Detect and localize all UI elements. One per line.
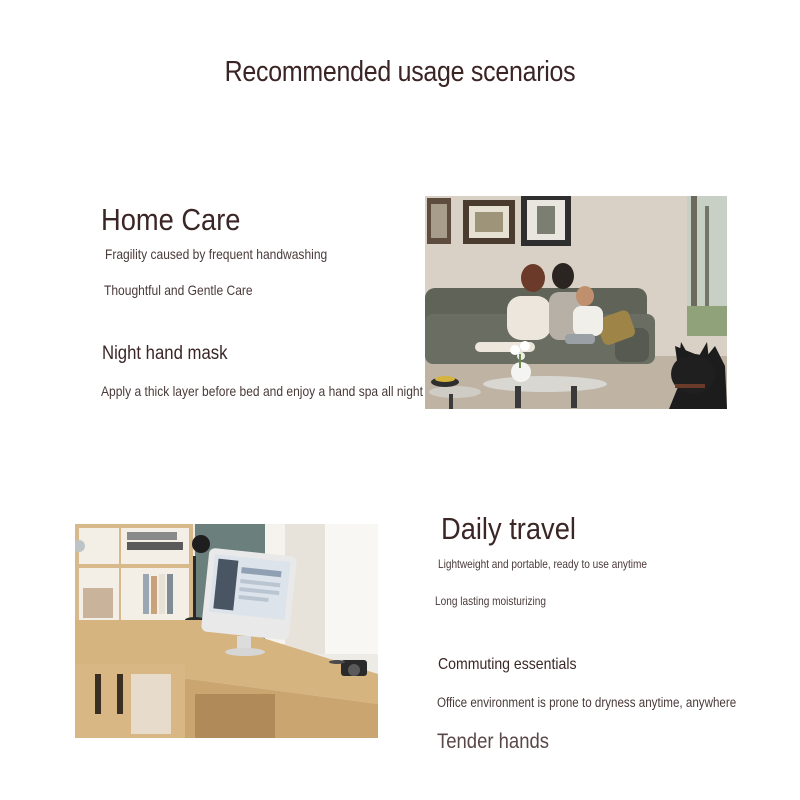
commuting-essentials-heading: Commuting essentials bbox=[438, 656, 577, 673]
tender-hands-heading: Tender hands bbox=[437, 730, 549, 753]
page-title: Recommended usage scenarios bbox=[224, 56, 576, 88]
daily-travel-line-1: Lightweight and portable, ready to use anytime bbox=[438, 557, 648, 571]
commuting-essentials-text: Office environment is prone to dryness anytime, anywhere bbox=[437, 695, 737, 710]
office-desk-photo bbox=[75, 524, 378, 738]
living-room-photo bbox=[425, 196, 727, 409]
night-hand-mask-text: Apply a thick layer before bed and enjoy a hand spa all night bbox=[101, 383, 423, 399]
home-care-line-1: Fragility caused by frequent handwashing bbox=[105, 246, 328, 262]
night-hand-mask-heading: Night hand mask bbox=[102, 343, 228, 364]
daily-travel-line-2: Long lasting moisturizing bbox=[435, 594, 546, 608]
home-care-heading: Home Care bbox=[101, 202, 241, 237]
home-care-line-2: Thoughtful and Gentle Care bbox=[104, 282, 253, 298]
daily-travel-heading: Daily travel bbox=[441, 511, 576, 546]
